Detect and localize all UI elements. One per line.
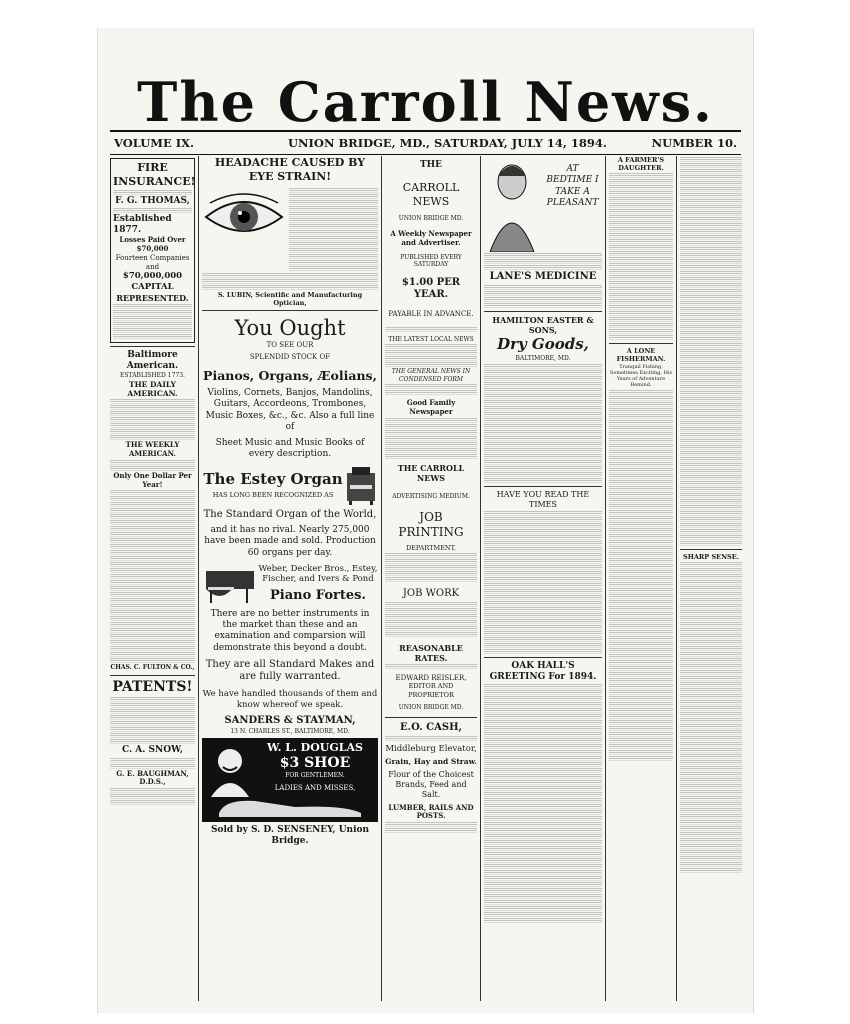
job-printing: JOB PRINTING xyxy=(398,510,464,539)
column-rule xyxy=(381,156,382,1001)
middleburg-elevator: Middleburg Elevator, xyxy=(385,743,477,754)
losses: Losses Paid Over $70,000 xyxy=(119,235,186,253)
ecash: E.O. CASH, xyxy=(399,722,463,734)
patents-co: C. A. SNOW, xyxy=(122,745,183,756)
editor-name: EDWARD REISLER, xyxy=(395,673,467,682)
reasonable-rates: REASONABLE RATES. xyxy=(399,642,463,663)
payable: PAYABLE IN ADVANCE. xyxy=(388,309,474,318)
general-news: THE GENERAL NEWS IN CONDENSED FORM xyxy=(391,368,471,383)
shoe-icon xyxy=(215,797,365,819)
flour-brands: Flour of the Choicest Brands, Feed and Salt. xyxy=(388,769,474,799)
weekly-american: THE WEEKLY AMERICAN. xyxy=(125,440,180,458)
column-1 xyxy=(110,156,195,1001)
handled-thousands: We have handled thousands of them and know whereof we speak. xyxy=(202,688,378,710)
bedtime-ad: AT BEDTIME I TAKE A PLEASANT xyxy=(546,164,599,208)
represented: REPRESENTED. xyxy=(116,292,189,303)
douglas-head: W. L. DOUGLAS xyxy=(266,741,363,755)
oak-hall: OAK HALL'S GREETING For 1894. xyxy=(489,660,597,682)
splendid-stock: SPLENDID STOCK OF xyxy=(249,352,331,361)
douglas-shoe: $3 SHOE xyxy=(279,754,351,771)
douglas-sold: Sold by S. D. SENSENEY, Union Bridge. xyxy=(210,825,370,847)
woman-portrait-icon xyxy=(484,156,540,252)
weekly-paper: A Weekly Newspaper and Advertiser. xyxy=(390,229,472,247)
baltimore-american-head: Baltimore American. xyxy=(126,349,179,371)
weber-makes: Weber, Decker Bros., Estey, Fischer, and Ivers & Pond xyxy=(258,563,378,585)
one-dollar: Only One Dollar Per Year! xyxy=(113,470,192,489)
fire-head: FIRE INSURANCE! xyxy=(113,161,195,188)
lubin-optician: S. LUBIN, Scientific and Manufacturing Optician, xyxy=(217,290,363,307)
capital: $70,000,000 CAPITAL xyxy=(122,271,183,292)
farmers-daughter: A FARMER'S DAUGHTER. xyxy=(617,156,665,173)
fire-agent: F. G. THOMAS, xyxy=(115,195,190,206)
union-bridge: UNION BRIDGE MD. xyxy=(398,214,464,222)
column-4 xyxy=(484,156,602,1001)
issue-number: NUMBER 10. xyxy=(651,136,737,150)
grain-hay: Grain, Hay and Straw. xyxy=(385,757,477,767)
no-rival: and it has no rival. Nearly 275,000 have been made and sold. Production 60 organs per day. xyxy=(204,525,376,558)
price-year: $1.00 PER YEAR. xyxy=(401,276,461,301)
hamilton-easter: HAMILTON EASTER & SONS, xyxy=(492,314,594,335)
patents-head: PATENTS! xyxy=(112,678,193,695)
job-dept: DEPARTMENT. xyxy=(405,544,457,552)
piano-fortes: Piano Fortes. xyxy=(270,587,366,603)
good-family: Good Family Newspaper xyxy=(406,398,456,416)
carroll-news-name: CARROLL NEWS xyxy=(402,181,460,208)
adv-medium: ADVERTISING MEDIUM. xyxy=(392,492,470,500)
column-2 xyxy=(202,156,378,1001)
column-3 xyxy=(385,156,477,1001)
estey-sub: HAS LONG BEEN RECOGNIZED AS xyxy=(212,491,334,500)
sanders-stayman: SANDERS & STAYMAN, xyxy=(224,715,356,727)
job-work: JOB WORK xyxy=(402,588,460,600)
masthead-title: The Carroll News. xyxy=(137,70,714,134)
column-rule xyxy=(676,156,677,1001)
pianos-organs: Pianos, Organs, Æolians, xyxy=(203,367,377,383)
dry-goods: Dry Goods, xyxy=(497,334,589,353)
organ-icon xyxy=(344,465,378,505)
balt-publisher: CHAS. C. FULTON & CO., xyxy=(110,664,195,672)
eye-icon xyxy=(202,187,286,245)
lone-fisherman: A LONE FISHERMAN. xyxy=(616,347,666,364)
fisherman-sub: Tranquil Fishing, Sometimes Exciting, His Years of Adventure Remind. xyxy=(609,363,673,389)
portrait-icon xyxy=(205,741,255,797)
sheet-music: Sheet Music and Music Books of every description. xyxy=(215,438,365,460)
you-ought: You Ought xyxy=(234,315,346,340)
douglas-shoe-ad xyxy=(202,738,378,822)
lumber-rails: LUMBER, RAILS AND POSTS. xyxy=(388,802,474,821)
the-label: THE xyxy=(419,160,443,170)
hamilton-addr: BALTIMORE, MD. xyxy=(515,355,571,363)
issue-info-bar xyxy=(110,130,741,155)
standard-makes: They are all Standard Makes and are fully warranted. xyxy=(205,658,375,683)
to-see: TO SEE OUR xyxy=(266,341,314,349)
companies: Fourteen Companies and xyxy=(115,253,190,271)
douglas-ladies: LADIES AND MISSES, xyxy=(274,783,356,792)
place-date: UNION BRIDGE, MD., SATURDAY, JULY 14, 1894. xyxy=(288,136,607,150)
dentist: G. E. BAUGHMAN, D.D.S., xyxy=(116,768,189,787)
times-head: HAVE YOU READ THE TIMES xyxy=(496,489,590,509)
standard-organ: The Standard Organ of the World, xyxy=(203,508,377,520)
column-rule xyxy=(480,156,481,1001)
column-rule xyxy=(605,156,606,1001)
volume-label: VOLUME IX. xyxy=(114,136,195,150)
daily-american: THE DAILY AMERICAN. xyxy=(127,379,178,398)
lanes-medicine: LANE'S MEDICINE xyxy=(489,271,597,282)
latest-local: THE LATEST LOCAL NEWS xyxy=(388,335,474,343)
fire-insurance-ad xyxy=(110,158,195,343)
circulation: THE CARROLL NEWS xyxy=(397,462,465,483)
eye-strain-head: HEADACHE CAUSED BY EYE STRAIN! xyxy=(214,156,366,183)
column-5 xyxy=(609,156,673,1001)
column-6 xyxy=(680,156,742,1001)
editor-title: EDITOR AND PROPRIETOR xyxy=(408,682,454,699)
baltimore-est: ESTABLISHED 1773. xyxy=(120,372,185,379)
estey-organ: The Estey Organ xyxy=(203,469,343,488)
established: Established 1877. xyxy=(113,213,172,235)
no-better: There are no better instruments in the market than these and an examination and comparsion will demonstrate this beyond a doubt. xyxy=(210,608,370,653)
newspaper-page xyxy=(97,28,754,1013)
piano-icon xyxy=(202,563,258,605)
douglas-gent: FOR GENTLEMEN. xyxy=(285,772,345,780)
union-bridge-2: UNION BRIDGE MD. xyxy=(398,703,464,711)
column-rule xyxy=(198,156,199,1001)
published-sat: PUBLISHED EVERY SATURDAY xyxy=(400,253,462,269)
instruments-list: Violins, Cornets, Banjos, Mandolins, Guitars, Accordeons, Trombones, Music Boxes, &c., &c. Also a full line of xyxy=(205,388,375,432)
sharp-sense: SHARP SENSE. xyxy=(683,553,739,561)
sanders-addr: 13 N. CHARLES ST., BALTIMORE, MD. xyxy=(230,727,350,735)
